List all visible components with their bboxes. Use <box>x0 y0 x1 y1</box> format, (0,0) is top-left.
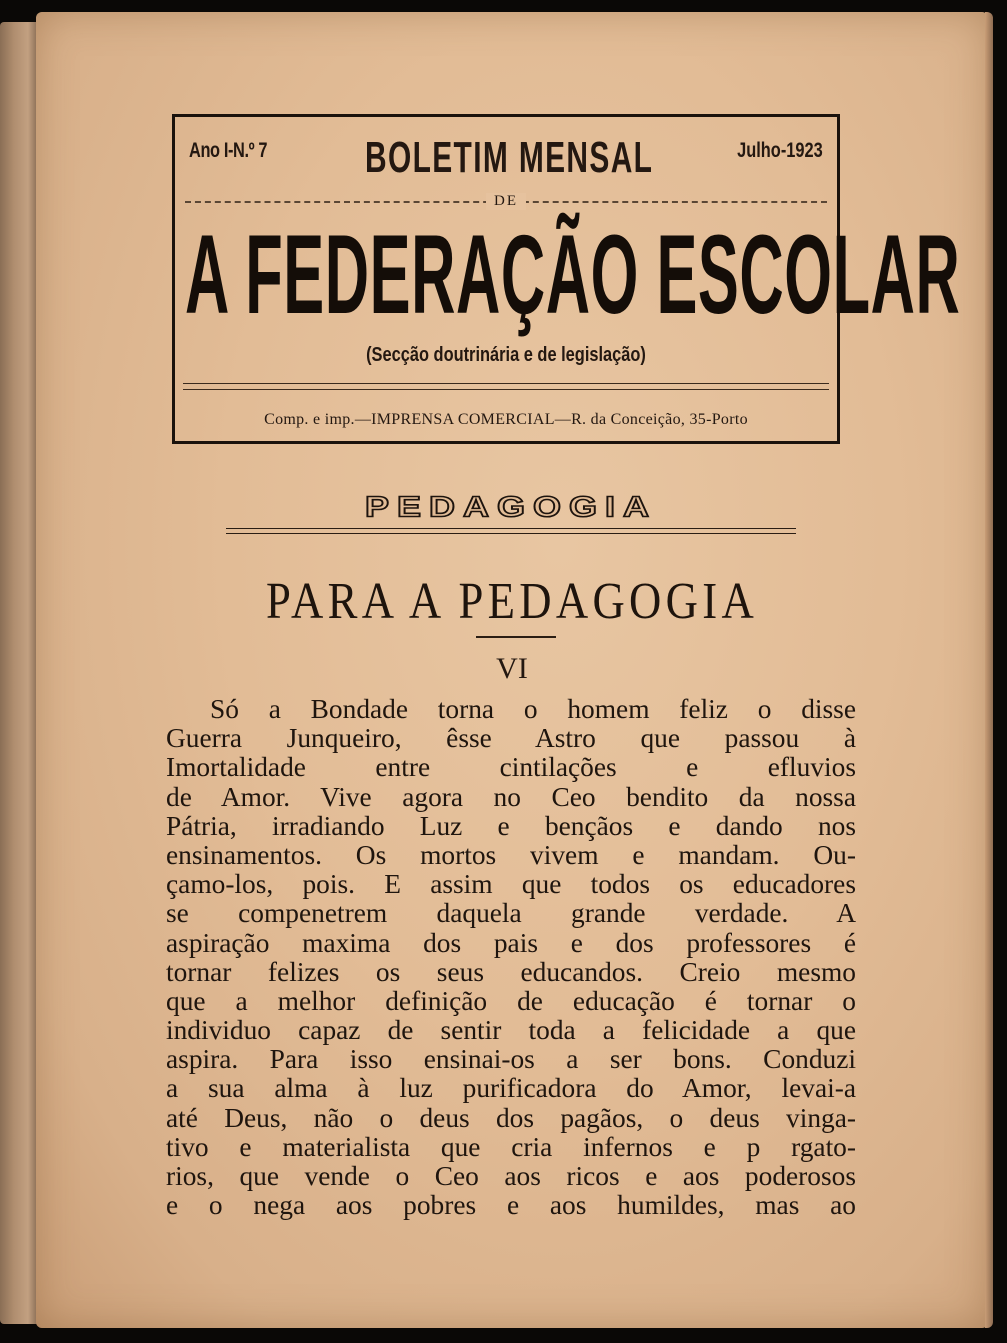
text-line: Pátria, irradiando Luz e bençãos e dando nos <box>166 811 856 841</box>
page-edge <box>985 12 993 1328</box>
publication-title: A FEDERAÇÃO ESCOLAR <box>185 212 961 337</box>
text-line: individuo capaz de sentir toda a felicidade a que <box>166 1016 856 1046</box>
issue-number: Ano I-N.º 7 <box>189 139 268 162</box>
text-line: ensinamentos. Os mortos vivem e mandam. Ou- <box>166 840 856 870</box>
text-line: tivo e materialista que cria infernos e p rgato- <box>166 1132 856 1162</box>
imprint-line: Comp. e imp.—IMPRENSA COMERCIAL—R. da Conceição, 35-Porto <box>264 411 748 428</box>
text-line: de Amor. Vive agora no Ceo bendito da nossa <box>166 782 856 812</box>
title-rule <box>476 636 556 638</box>
connector-word: DE <box>486 193 526 210</box>
text-line: aspira. Para isso ensinai-os a ser bons. Conduzi <box>166 1045 856 1075</box>
text-line: aspiração maxima dos pais e dos professores é <box>166 928 856 958</box>
text-line: até Deus, não o deus dos pagãos, o deus vinga- <box>166 1103 856 1133</box>
masthead-divider <box>183 383 829 390</box>
text-line: Guerra Junqueiro, êsse Astro que passou à <box>166 724 856 754</box>
text-line: rios, que vende o Ceo aos ricos e aos poderosos <box>166 1162 856 1191</box>
issue-date: Julho-1923 <box>737 139 823 162</box>
article-title: PARA A PEDAGOGIA <box>265 573 759 630</box>
text-line: çamo-los, pois. E assim que todos os educadores <box>166 870 856 900</box>
book-spine <box>0 22 40 1324</box>
text-line: Imortalidade entre cintilações e efluvios <box>166 753 856 783</box>
text-line: se compenetrem daquela grande verdade. A <box>166 899 856 929</box>
section-title: PEDAGOGIA <box>364 490 658 523</box>
publication-subtitle: (Secção doutrinária e de legislação) <box>366 344 646 366</box>
page <box>36 12 988 1328</box>
section-header <box>226 486 796 528</box>
masthead-box <box>172 114 961 444</box>
part-number: VI <box>496 652 528 685</box>
text-line: a sua alma à luz purificadora do Amor, levai-a <box>166 1074 856 1104</box>
bulletin-label: BOLETIM MENSAL <box>365 133 654 182</box>
text-line: tornar felizes os seus educandos. Creio mesmo <box>166 957 856 987</box>
text-line: Só a Bondade torna o homem feliz o disse <box>210 695 856 724</box>
article-body <box>166 695 856 1220</box>
text-line: que a melhor definição de educação é tornar o <box>166 986 856 1016</box>
text-line: e o nega aos pobres e aos humildes, mas ao <box>166 1191 856 1221</box>
section-rule <box>226 528 796 534</box>
